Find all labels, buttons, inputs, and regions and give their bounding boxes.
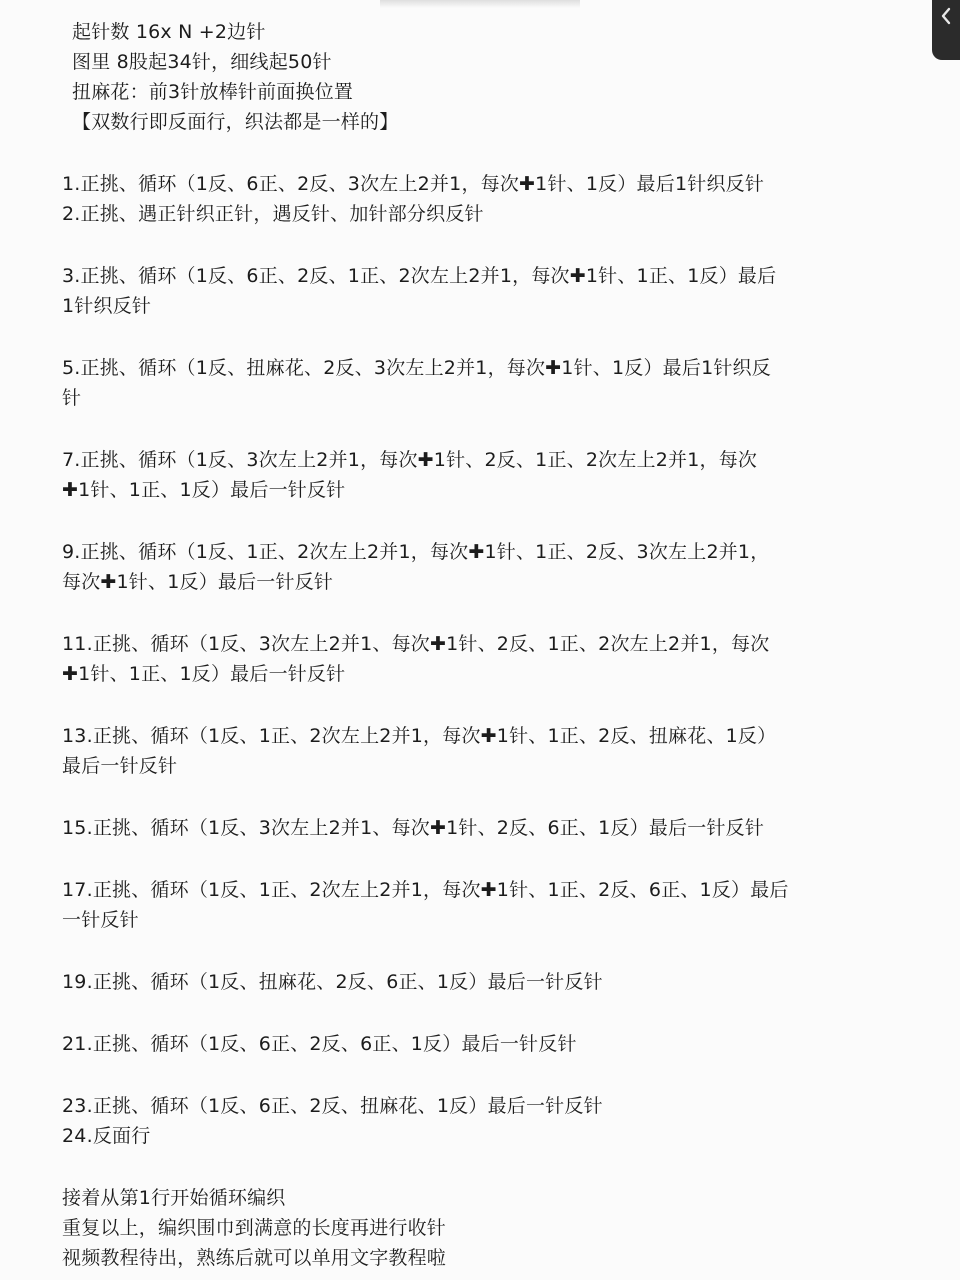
row-19: 19.正挑、循环（1反、扭麻花、2反、6正、1反）最后一针反针 (62, 971, 603, 993)
top-fade-decoration (380, 0, 580, 8)
row-13-cont: 最后一针反针 (62, 755, 178, 777)
cast-on-note: 图里 8股起34针，细线起50针 (72, 51, 332, 73)
row-17-cont: 一针反针 (62, 909, 139, 931)
row-9-cont: 每次✚1针、1反）最后一针反针 (62, 571, 334, 593)
finish-note: 重复以上，编织围巾到满意的长度再进行收针 (62, 1217, 447, 1239)
row-3: 3.正挑、循环（1反、6正、2反、1正、2次左上2并1，每次✚1针、1正、1反）最后 (62, 265, 777, 287)
row-21: 21.正挑、循环（1反、6正、2反、6正、1反）最后一针反针 (62, 1033, 577, 1055)
row-5: 5.正挑、循环（1反、扭麻花、2反、3次左上2并1，每次✚1针、1反）最后1针织反 (62, 357, 771, 379)
row-3-cont: 1针织反针 (62, 295, 152, 317)
cable-twist-note: 扭麻花：前3针放棒针前面换位置 (72, 81, 354, 103)
row-1: 1.正挑、循环（1反、6正、2反、3次左上2并1，每次✚1针、1反）最后1针织反针 (62, 173, 765, 195)
row-15: 15.正挑、循环（1反、3次左上2并1、每次✚1针、2反、6正、1反）最后一针反针 (62, 817, 765, 839)
row-11-cont: ✚1针、1正、1反）最后一针反针 (62, 663, 346, 685)
cast-on-count: 起针数 16x N +2边针 (72, 21, 266, 43)
row-5-cont: 针 (62, 387, 82, 409)
video-note: 视频教程待出，熟练后就可以单用文字教程啦 (62, 1247, 447, 1269)
row-7: 7.正挑、循环（1反、3次左上2并1，每次✚1针、2反、1正、2次左上2并1，每次 (62, 449, 758, 471)
back-button[interactable] (932, 0, 960, 60)
row-23: 23.正挑、循环（1反、6正、2反、扭麻花、1反）最后一针反针 (62, 1095, 603, 1117)
row-24: 24.反面行 (62, 1125, 151, 1147)
repeat-note: 接着从第1行开始循环编织 (62, 1187, 286, 1209)
row-2: 2.正挑、遇正针织正针，遇反针、加针部分织反针 (62, 203, 484, 225)
chevron-left-icon (939, 6, 953, 26)
row-13: 13.正挑、循环（1反、1正、2次左上2并1，每次✚1针、1正、2反、扭麻花、1反） (62, 725, 777, 747)
row-17: 17.正挑、循环（1反、1正、2次左上2并1，每次✚1针、1正、2反、6正、1反）最后 (62, 879, 789, 901)
even-rows-note: 【双数行即反面行，织法都是一样的】 (72, 111, 399, 133)
row-9: 9.正挑、循环（1反、1正、2次左上2并1，每次✚1针、1正、2反、3次左上2并1， (62, 541, 770, 563)
row-11: 11.正挑、循环（1反、3次左上2并1、每次✚1针、2反、1正、2次左上2并1，每次 (62, 633, 770, 655)
row-7-cont: ✚1针、1正、1反）最后一针反针 (62, 479, 346, 501)
